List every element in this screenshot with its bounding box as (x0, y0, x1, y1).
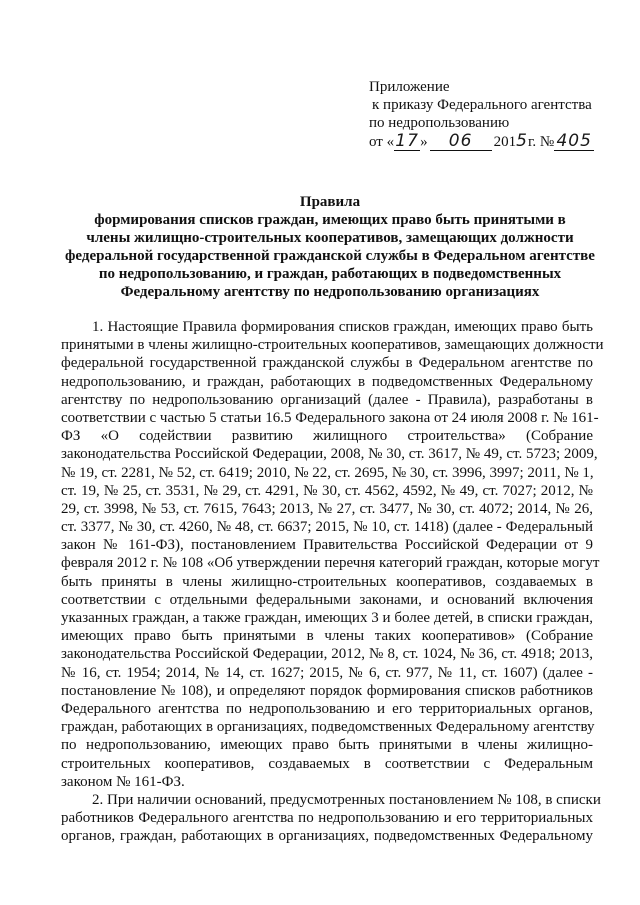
title-line: члены жилищно-строительных кооперативов, замещающих должности (86, 230, 574, 246)
paragraph-1-line: по недропользованию, имеющих право быть принятыми в члены жилищно- (61, 737, 593, 754)
paragraph-2-line: органов, граждан, работающих в организациях, подведомственных Федеральному (61, 828, 593, 845)
title-line: по недропользованию, и граждан, работающих в подведомственных (98, 266, 562, 282)
year-prefix: 201 (493, 134, 517, 150)
paragraph-1-line: строительных кооперативов, создаваемых в соответствии с Федеральным (61, 755, 593, 772)
paragraph-1-line: указанных граждан, а также граждан, имеющих 3 и более детей, в списки граждан, (61, 610, 593, 626)
document-title (60, 193, 600, 301)
paragraph-1-line: граждан, работающих в организациях, подведомственных Федеральному агентству (61, 719, 595, 736)
paragraph-1-line: ст. 19, № 25, ст. 3531, № 29, ст. 4291, № 30, ст. 4562, 4592, № 49, ст. 7027; 2012, № (61, 482, 593, 499)
title-heading: Правила (299, 194, 361, 210)
title-line: формирования списков граждан, имеющих право быть принятыми в (94, 212, 566, 228)
paragraph-1-line: 29, ст. 3998, № 53, ст. 7615, 7643; 2013, № 27, ст. 3477, № 30, ст. 4072; 2014, № 26, (61, 500, 593, 517)
paragraph-1-line: февраля 2012 г. № 108 «Об утверждении перечня категорий граждан, которые могут (61, 555, 600, 572)
order-reference: к приказу Федерального агентства (372, 97, 592, 113)
date-mid: » (420, 134, 428, 150)
paragraph-1-line: 1. Настоящие Правила формирования списков граждан, имеющих право быть (92, 319, 593, 335)
document-body (61, 318, 604, 845)
paragraph-1-line: законодательства Российской Федерации, 2008, № 30, ст. 3617, № 49, ст. 5723; 2009, (61, 446, 598, 463)
paragraph-1-line: агентству по недропользованию организаций (далее - Правила), разработаны в (61, 391, 593, 408)
paragraph-1-line: № 16, ст. 1954; 2014, № 14, ст. 1627; 2015, № 6, ст. 977, № 11, ст. 1607) (далее - (61, 664, 593, 681)
paragraph-1-line: быть приняты в члены жилищно-строительных кооперативов, создаваемых в (61, 573, 593, 590)
paragraph-1-line: Федерального агентства по недропользованию и его территориальных органов, (61, 700, 593, 717)
paragraph-1-line: имеющих право быть принятыми в члены таких кооперативов» (Собрание (61, 628, 593, 645)
date-prefix: от « (369, 134, 395, 150)
paragraph-2-line: работников Федерального агентства по недропользованию и его территориальных (61, 810, 593, 827)
agency-name: по недропользованию (369, 115, 510, 131)
paragraph-1-line: закон № 161-ФЗ), постановлением Правительства Российской Федерации от 9 (61, 537, 593, 554)
date-day: 17 (395, 131, 419, 151)
paragraph-1-line: постановление № 108), и определяют порядок формирования списков работников (61, 682, 593, 699)
paragraph-1-line: недропользованию, и граждан, работающих в подведомственных Федеральному (61, 373, 593, 390)
paragraph-1-line: законодательства Российской Федерации, 2012, № 8, ст. 1024, № 36, ст. 4918; 2013, (61, 646, 593, 663)
order-date-line (369, 132, 619, 154)
paragraph-2-line: 2. При наличии оснований, предусмотренных постановлением № 108, в списки (92, 791, 601, 808)
appendix-label: Приложение (369, 79, 450, 95)
year-suffix: 5 (516, 131, 528, 151)
paragraph-1-line: федеральной государственной гражданской службы в Федеральном агентстве по (61, 355, 593, 372)
paragraph-1-line: ст. 3377, № 30, ст. 4260, № 48, ст. 6637; 2015, № 10, ст. 1418) (далее - Федеральный (61, 519, 593, 536)
order-number: 405 (554, 132, 594, 151)
date-month: 06 (430, 132, 492, 151)
paragraph-1-line: принятыми в члены жилищно-строительных кооперативов, замещающих должности (61, 337, 604, 354)
paragraph-1-line: законом № 161-ФЗ. (61, 773, 185, 790)
year-label: г. № (527, 134, 555, 150)
title-line: федеральной государственной гражданской службы в Федеральном агентстве (65, 248, 595, 264)
title-line: Федеральному агентству по недропользованию организациях (120, 284, 540, 300)
paragraph-1-line: соответствии с частью 5 статьи 16.5 Федерального закона от 24 июля 2008 г. № 161- (61, 409, 599, 426)
paragraph-1-line: № 19, ст. 2281, № 52, ст. 6419; 2010, № 22, ст. 2695, № 30, ст. 3996, 3997; 2011, № 1, (61, 464, 594, 481)
paragraph-1-line: ФЗ «О содействии развитию жилищного строительства» (Собрание (61, 428, 593, 445)
approval-stamp (369, 78, 619, 154)
paragraph-1-line: соответствии с отдельными федеральными законами, и оснований включения (61, 591, 593, 608)
